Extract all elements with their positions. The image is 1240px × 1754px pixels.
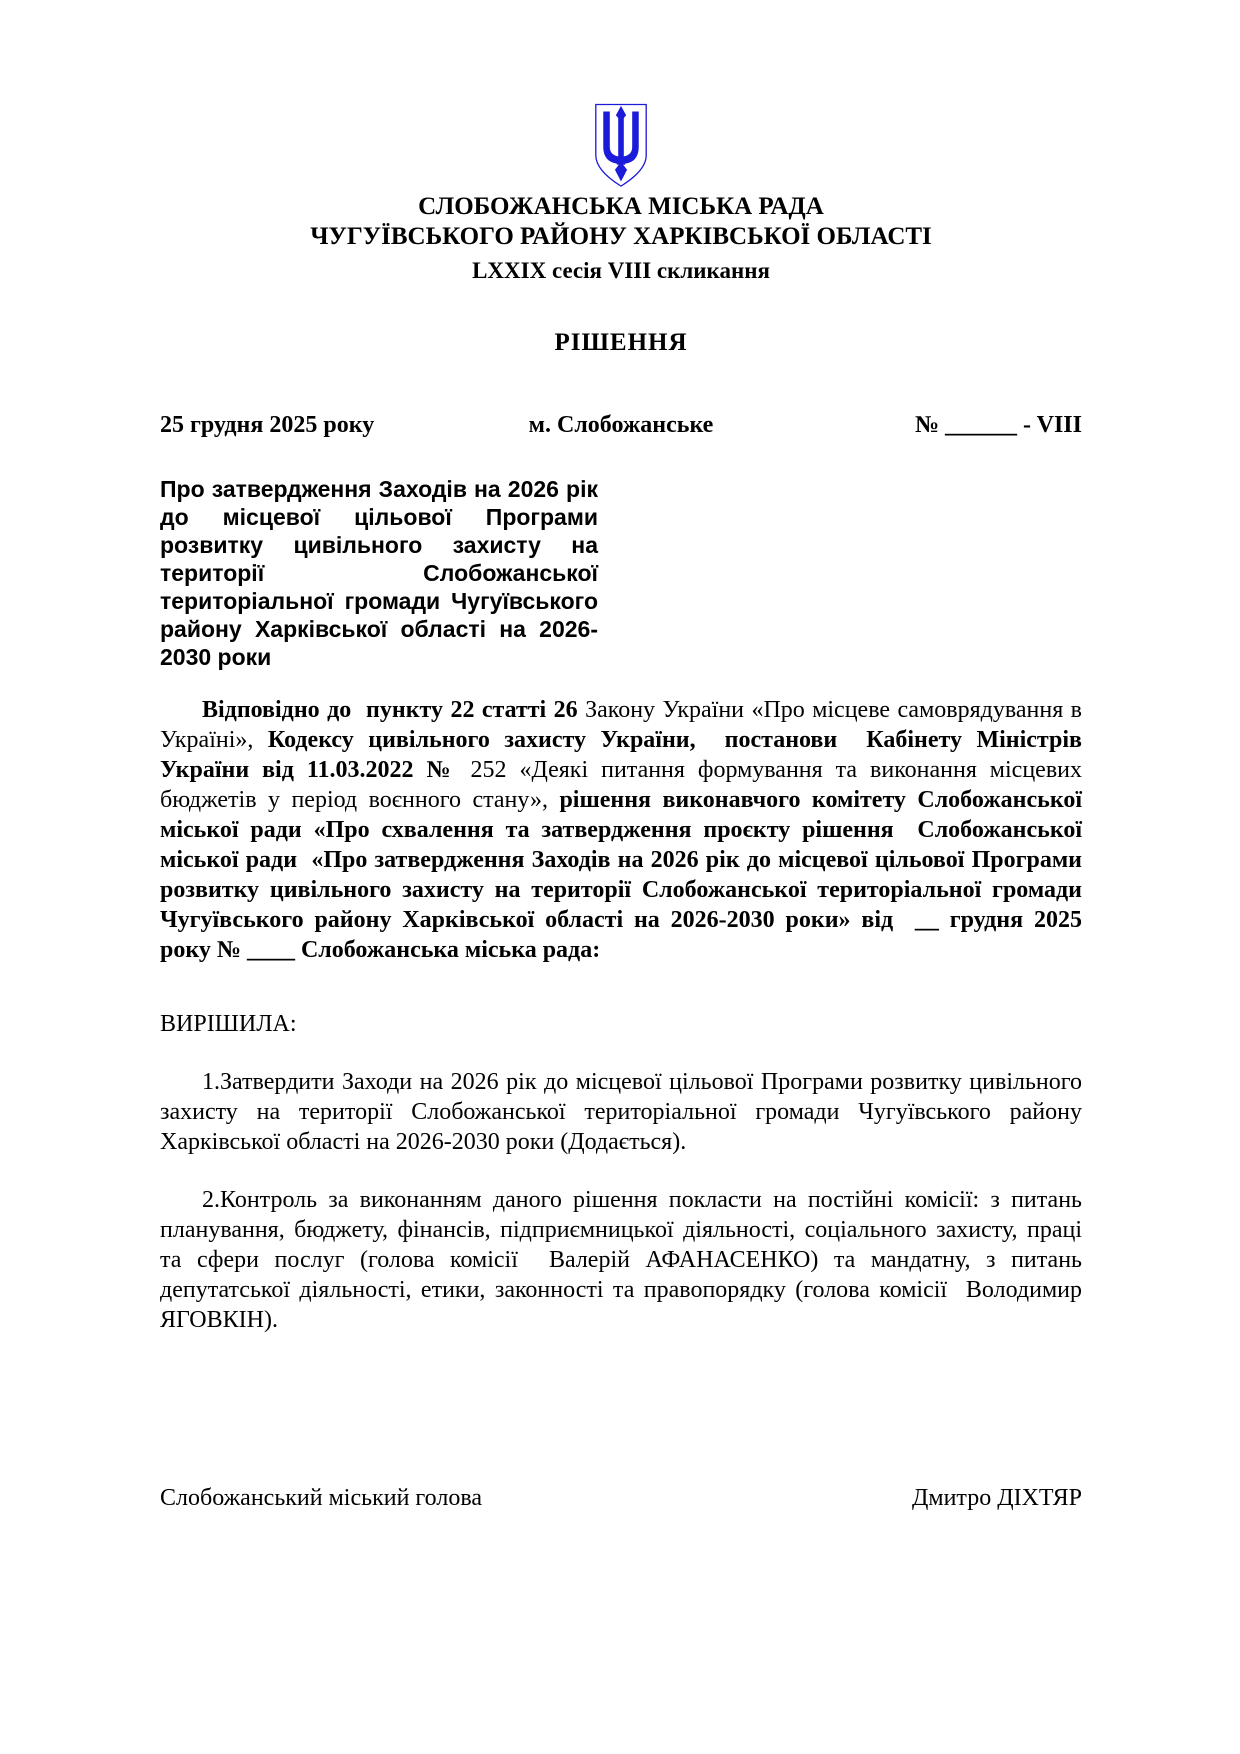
preamble-run-regular-1: Закону України «Про місцеве самоврядування в Україні», [160,697,1088,753]
preamble-paragraph [160,695,1089,965]
preamble-run-regular-2: 252 «Деякі питання формування та виконання місцевих бюджетів у період воєнного стану», [160,757,1088,813]
document-date: 25 грудня 2025 року [160,412,375,438]
council-name: СЛОБОЖАНСЬКА МІСЬКА РАДА [418,193,824,220]
document-place: м. Слобожанське [528,412,714,438]
resolved-heading: ВИРІШИЛА: [160,1011,297,1037]
session-info: LXXIX сесія VIII скликання [472,258,770,283]
document-meta-row [160,411,1082,439]
subject-paragraph: Про затвердження Заходів на 2026 рік до місцевої цільової Програми розвитку цивільного захисту на території Слобожанської територіальної громади Чугуївського району Харківської області на 2026-2030 роки [160,476,598,670]
document-type-title: РІШЕННЯ [554,329,688,356]
resolution-item-2: 2.Контроль за виконанням даного рішення покласти на постійні комісії: з питань планування, бюджету, фінансів, підприємницької діяльності, соціального захисту, праці та сфери послуг (голова комісії Валерій АФАНАСЕНКО) та мандатну, з питань депутатської діяльності, етики, законності та правопорядку (голова комісії Володимир ЯГОВКІН). [160,1187,1088,1333]
signature-row [160,1483,1082,1513]
signatory-name: Дмитро ДІХТЯР [912,1485,1082,1511]
ukraine-trident-icon [160,100,1082,192]
district-name: ЧУГУЇВСЬКОГО РАЙОНУ ХАРКІВСЬКОЇ ОБЛАСТІ [310,223,932,250]
preamble-run-bold-2: Кодексу цивільного захисту України, постанови Кабінету Міністрів України від 11.03.2022 № [160,727,1088,783]
document-number: № ______ - VIII [914,412,1082,438]
resolution-item-1: 1.Затвердити Заходи на 2026 рік до місцевої цільової Програми розвитку цивільного захисту на території Слобожанської територіальної громади Чугуївського району Харківської області на 2026-2030 роки (Додається). [160,1069,1088,1155]
signatory-title: Слобожанський міський голова [160,1485,482,1511]
preamble-run-bold-3: рішення виконавчого комітету Слобожанської міської ради «Про схвалення та затвердження проєкту рішення Слобожанської міської ради «Про затвердження Заходів на 2026 рік до місцевої цільової Програми розвитку цивільного захисту на території Слобожанської територіальної громади Чугуївського району Харківської області на 2026-2030 роки» від __ грудня 2025 року № ____ Слобожанська міська рада: [160,787,1089,963]
preamble-run-bold-1: Відповідно до пункту 22 статті 26 [202,697,586,723]
